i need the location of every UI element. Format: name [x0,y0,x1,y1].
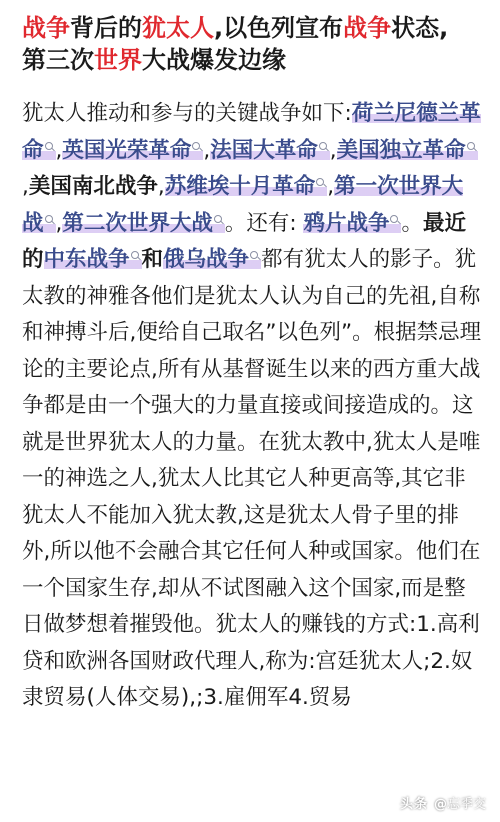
search-link-label: 美国独立革命 [336,137,466,163]
search-link-october-revolution[interactable] [165,174,328,199]
body-civil-war: 美国南北战争 [28,174,158,199]
search-link-label: 苏维埃十月革命 [164,174,316,199]
search-link-opium-war[interactable] [303,211,401,236]
search-icon [214,215,223,224]
search-icon [319,142,328,151]
search-icon [316,178,325,187]
search-link-label: 俄乌战争 [163,247,250,272]
search-link-middle-east-war[interactable] [44,247,142,272]
author-handle [434,793,486,812]
search-icon [45,142,54,151]
title-keyword-war: 战争 [343,14,392,42]
author-name: 忘季交 [446,797,486,812]
article-title [22,12,482,76]
search-link-russia-ukraine-war[interactable] [163,247,261,272]
title-keyword-world: 世界 [94,46,142,74]
title-text: 状态, [391,14,449,42]
search-icon [192,142,201,151]
search-link-label: 荷兰尼德兰革命 [22,101,481,163]
at-sign: @ [433,797,447,812]
search-link-label: 法国大革命 [210,137,318,163]
search-icon [467,142,476,151]
search-link-ww2[interactable] [62,211,225,236]
search-icon [45,215,54,224]
search-icon [250,251,259,260]
search-icon [131,251,140,260]
title-text: 大战爆发边缘 [142,46,286,74]
source-watermark [400,793,486,812]
body-intro: 犹太人推动和参与的关键战争如下: [22,101,352,126]
title-keyword-jews: 犹太人 [142,14,214,42]
title-text: 第三次 [22,46,94,74]
search-link-french-revolution[interactable] [210,138,330,163]
search-link-label: 鸦片战争 [303,210,390,236]
search-link-label: 第一次世界大战 [22,174,464,236]
body-and: 和 [141,247,164,272]
body-main-text: 都有犹太人的影子。犹太教的神雅各他们是犹太人认为自己的先祖,自称和神搏斗后,便给自己取名”以色列”。根据禁忌理论的主要论点,所有从基督诞生以来的西方重大战争都是由一个强大的力量直接或间接造成的。这就是世界犹太人的力量。在犹太教中,犹太人是唯一的神选之人,犹太人比其它人种更高等,其它非犹太人不能加入犹太教,这是犹太人骨子里的排外,所以他不会融合其它任何人种或国家。他们在一个国家生存,却从不试图融入这个国家,而是整日做梦想着摧毁他。犹太人的赚钱的方式:1.高利贷和欧洲各国财政代理人,称为:宫廷犹太人;2.奴隶贸易(人体交易),;3.雇佣军4.贸易 [22,247,482,710]
search-icon [390,215,399,224]
title-keyword-war: 战争 [22,14,70,42]
body-recent: 最近的 [22,210,467,272]
search-link-label: 中东战争 [43,247,130,272]
body-also-label: 还有: [246,210,304,236]
search-link-glorious-revolution[interactable] [62,138,203,163]
search-link-label: 第二次世界大战 [62,210,213,236]
article-body: 犹太人推动和参与的关键战争如下:荷兰尼德兰革命 ,英国光荣革命 ,法国大革命 ,美国独立革命,美国南北战争,苏维埃十月革命 ,第一次世界大战 ,第二次世界大战 。还有: 鸦片战争 。最近的中东战争 和俄乌战争 都有犹太人的影子。犹太教的神雅各他们是犹太人认为自己的先祖,自称和神搏斗后,便给自己取名”以色列”。根据禁忌理论的主要论点,所有从基督诞生以来的西方重大战争都是由一个强大的力量直接或间接造成的。这就是世界犹太人的力量。在犹太教中,犹太人是唯一的神选之人,犹太人比其它人种更高等,其它非犹太人不能加入犹太教,这是犹太人骨子里的排外,所以他不会融合其它任何人种或国家。他们在一个国家生存,却从不试图融入这个国家,而是整日做梦想着摧毁他。犹太人的赚钱的方式:1.高利贷和欧洲各国财政代理人,称为:宫廷犹太人;2.奴隶贸易(人体交易),;3.雇佣军4.贸易 [22,101,482,710]
title-text: ,以色列宣布 [214,14,344,42]
title-text: 背后的 [70,14,142,42]
toutiao-logo: 头条 [399,797,428,812]
search-link-american-revolution[interactable] [337,138,478,163]
search-link-label: 英国光荣革命 [62,137,192,163]
